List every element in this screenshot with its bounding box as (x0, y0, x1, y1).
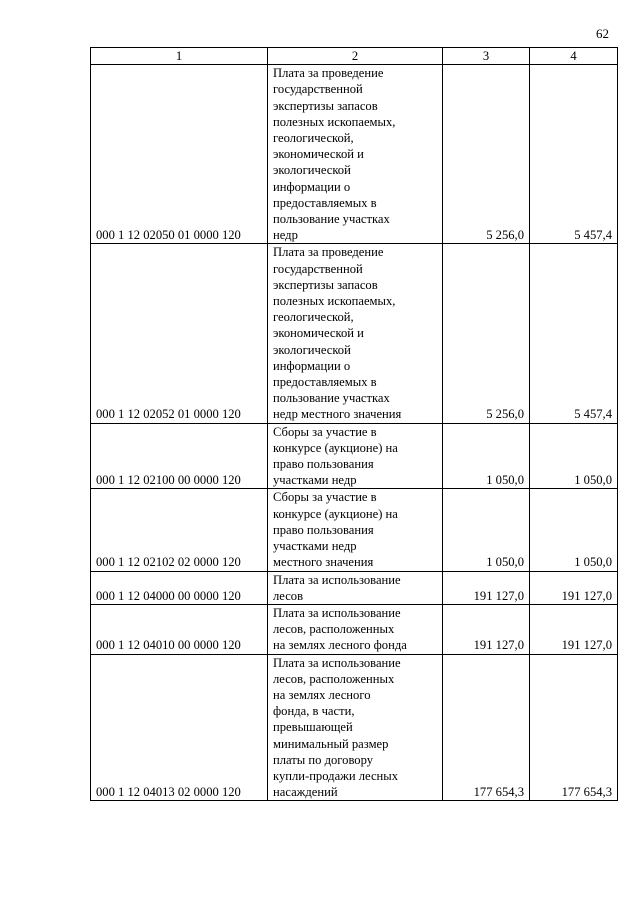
budget-code-cell: 000 1 12 02050 01 0000 120 (91, 65, 268, 244)
revenue-name-line: право пользования (273, 522, 374, 537)
budget-code-cell: 000 1 12 02100 00 0000 120 (91, 423, 268, 489)
amount-col4-cell: 1 050,0 (530, 489, 618, 571)
budget-code-cell: 000 1 12 04000 00 0000 120 (91, 571, 268, 604)
table-body (91, 65, 618, 801)
revenue-name-line: полезных ископаемых, (273, 294, 396, 309)
revenue-name-line: на землях лесного (273, 687, 371, 702)
revenue-name-cell (268, 654, 443, 801)
revenue-name-line: право пользования (273, 457, 374, 472)
column-header-2: 2 (268, 48, 443, 65)
revenue-name-line: Сборы за участие в (273, 490, 377, 505)
revenue-name-line: фонда, в части, (273, 704, 355, 719)
revenue-name-line: полезных ископаемых, (273, 114, 396, 129)
budget-code-cell: 000 1 12 04013 02 0000 120 (91, 654, 268, 801)
revenue-name-line: информации о (273, 179, 351, 194)
amount-col4-cell: 5 457,4 (530, 244, 618, 423)
amount-col3-cell: 5 256,0 (443, 65, 530, 244)
budget-code-cell: 000 1 12 02052 01 0000 120 (91, 244, 268, 423)
table-row (91, 571, 618, 604)
revenue-name-line: лесов, расположенных (273, 671, 395, 686)
revenue-name-line: недр местного значения (273, 407, 402, 422)
revenue-name-line: государственной (273, 82, 363, 97)
column-header-3: 3 (443, 48, 530, 65)
revenue-name-line: экологической (273, 342, 351, 357)
amount-col4-cell: 1 050,0 (530, 423, 618, 489)
budget-code-cell: 000 1 12 04010 00 0000 120 (91, 604, 268, 654)
revenue-name-line: Плата за проведение (273, 245, 384, 260)
revenue-name-line: купли-продажи лесных (273, 768, 399, 783)
amount-col3-cell: 5 256,0 (443, 244, 530, 423)
revenue-name-line: превышающей (273, 720, 353, 735)
amount-col3-cell: 1 050,0 (443, 489, 530, 571)
revenue-name-line: экспертизы запасов (273, 277, 378, 292)
revenue-name-line: Плата за использование (273, 605, 401, 620)
revenue-name-cell (268, 244, 443, 423)
amount-col3-cell: 1 050,0 (443, 423, 530, 489)
table-row (91, 65, 618, 244)
amount-col4-cell: 177 654,3 (530, 654, 618, 801)
table-header-row (91, 48, 618, 65)
revenue-name-cell (268, 489, 443, 571)
budget-code-cell: 000 1 12 02102 02 0000 120 (91, 489, 268, 571)
revenue-name-line: Сборы за участие в (273, 424, 377, 439)
revenue-name-line: Плата за использование (273, 572, 401, 587)
revenue-name-line: насаждений (273, 785, 338, 800)
revenue-name-line: геологической, (273, 310, 354, 325)
budget-table (90, 47, 618, 801)
revenue-name-line: недр (273, 228, 298, 243)
revenue-name-line: экономической и (273, 147, 364, 162)
revenue-name-line: участками недр (273, 539, 357, 554)
table-row (91, 654, 618, 801)
revenue-name-line: минимальный размер (273, 736, 389, 751)
revenue-name-line: экологической (273, 163, 351, 178)
amount-col3-cell: 177 654,3 (443, 654, 530, 801)
amount-col4-cell: 191 127,0 (530, 604, 618, 654)
page-number: 62 (596, 26, 609, 41)
table-row (91, 244, 618, 423)
revenue-name-line: геологической, (273, 131, 354, 146)
amount-col3-cell: 191 127,0 (443, 571, 530, 604)
revenue-name-cell (268, 604, 443, 654)
table-row (91, 423, 618, 489)
revenue-name-line: местного значения (273, 555, 374, 570)
revenue-name-line: на землях лесного фонда (273, 638, 407, 653)
revenue-name-line: экспертизы запасов (273, 98, 378, 113)
amount-col3-cell: 191 127,0 (443, 604, 530, 654)
revenue-name-line: пользование участках (273, 391, 390, 406)
revenue-name-line: государственной (273, 261, 363, 276)
revenue-name-line: предоставляемых в (273, 375, 377, 390)
revenue-name-line: информации о (273, 358, 351, 373)
revenue-name-line: конкурсе (аукционе) на (273, 506, 398, 521)
column-header-4: 4 (530, 48, 618, 65)
revenue-name-line: пользование участках (273, 212, 390, 227)
revenue-name-cell (268, 423, 443, 489)
revenue-name-cell (268, 65, 443, 244)
amount-col4-cell: 191 127,0 (530, 571, 618, 604)
revenue-name-line: лесов, расположенных (273, 622, 395, 637)
amount-col4-cell: 5 457,4 (530, 65, 618, 244)
revenue-name-cell (268, 571, 443, 604)
revenue-name-line: платы по договору (273, 752, 374, 767)
table-row (91, 604, 618, 654)
table-row (91, 489, 618, 571)
revenue-name-line: предоставляемых в (273, 195, 377, 210)
revenue-name-line: экономической и (273, 326, 364, 341)
revenue-name-line: Плата за использование (273, 655, 401, 670)
revenue-name-line: Плата за проведение (273, 66, 384, 81)
revenue-name-line: лесов (273, 588, 304, 603)
revenue-name-line: участками недр (273, 473, 357, 488)
column-header-1: 1 (91, 48, 268, 65)
revenue-name-line: конкурсе (аукционе) на (273, 440, 398, 455)
